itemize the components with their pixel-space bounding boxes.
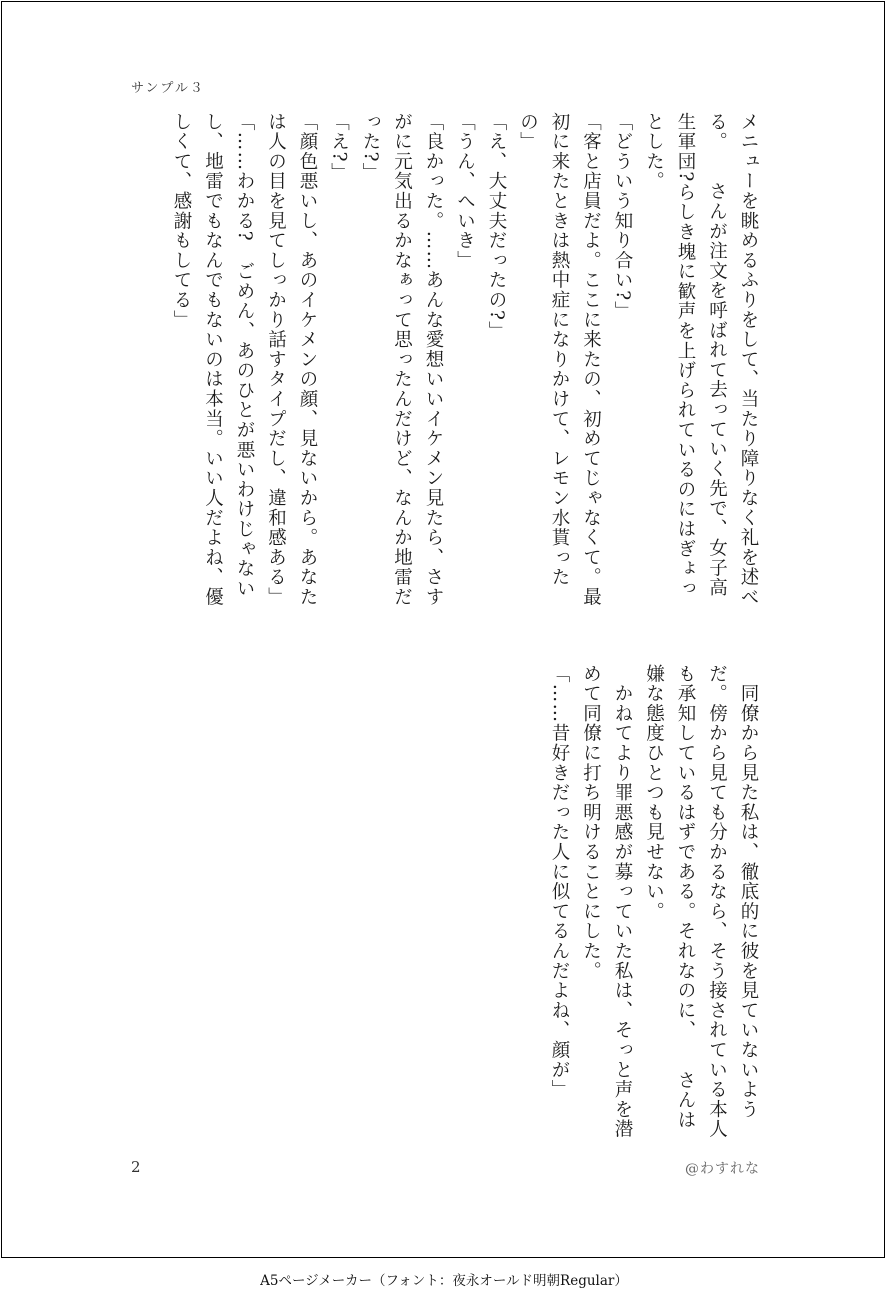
author-handle: @わすれな <box>685 1161 760 1177</box>
dialogue-line: 「……わかる? ごめん、あのひとが悪いわけじゃないし、地雷でもなんでもないのは本当。いい人だよね、優しくて、感謝もしてる」 <box>171 112 255 607</box>
page-frame <box>1 1 885 1258</box>
upper-text-block <box>166 112 765 612</box>
dialogue-line: 「どういう知り合い?」 <box>612 112 633 322</box>
dialogue-line: 「良かった。……あんな愛想いいイケメン見たら、さすがに元気出るかなぁって思ったんだけど、なんか地雷だった?」 <box>360 112 444 607</box>
page-header-label: サンプル３ <box>131 81 205 96</box>
paragraph: かねてより罪悪感が募っていた私は、そっと声を潜めて同僚に打ち明けることにした。 <box>580 664 633 1140</box>
dialogue-line: 「うん、へいき」 <box>454 112 476 271</box>
paragraph: メニューを眺めるふりをして、当たり障りなく礼を述べる。 さんが注文を呼ばれて去っていく先で、女子高生軍団?らしき塊に歓声を上げられているのにはぎょっとした。 <box>643 112 759 607</box>
footer-caption: A5ページメーカー（フォント：夜永オールド明朝Regular） <box>260 1273 628 1289</box>
dialogue-line: 「客と店員だよ。ここに来たの、初めてじゃなくて。最初に来たときは熱中症になりかけて、レモン水貰ったの」 <box>517 112 602 607</box>
dialogue-line: 「え?」 <box>328 112 350 183</box>
dialogue-line: 「……昔好きだった人に似てるんだよね、顔が」 <box>549 664 570 1100</box>
paragraph: 同僚から見た私は、徹底的に彼を見ていないようだ。傍から見ても分かるなら、そう接されている本人も承知しているはずである。それなのに、 さんは嫌な態度ひとつも見せない。 <box>643 664 759 1140</box>
dialogue-line: 「え、大丈夫だったの?」 <box>486 112 507 342</box>
dialogue-line: 「顔色悪いし、あのイケメンの顔、見ないから。あなたは人の目を見てしっかり話すタイプだし、違和感ある」 <box>265 112 318 607</box>
page-number: 2 <box>131 1158 141 1176</box>
lower-text-block <box>544 664 765 1144</box>
